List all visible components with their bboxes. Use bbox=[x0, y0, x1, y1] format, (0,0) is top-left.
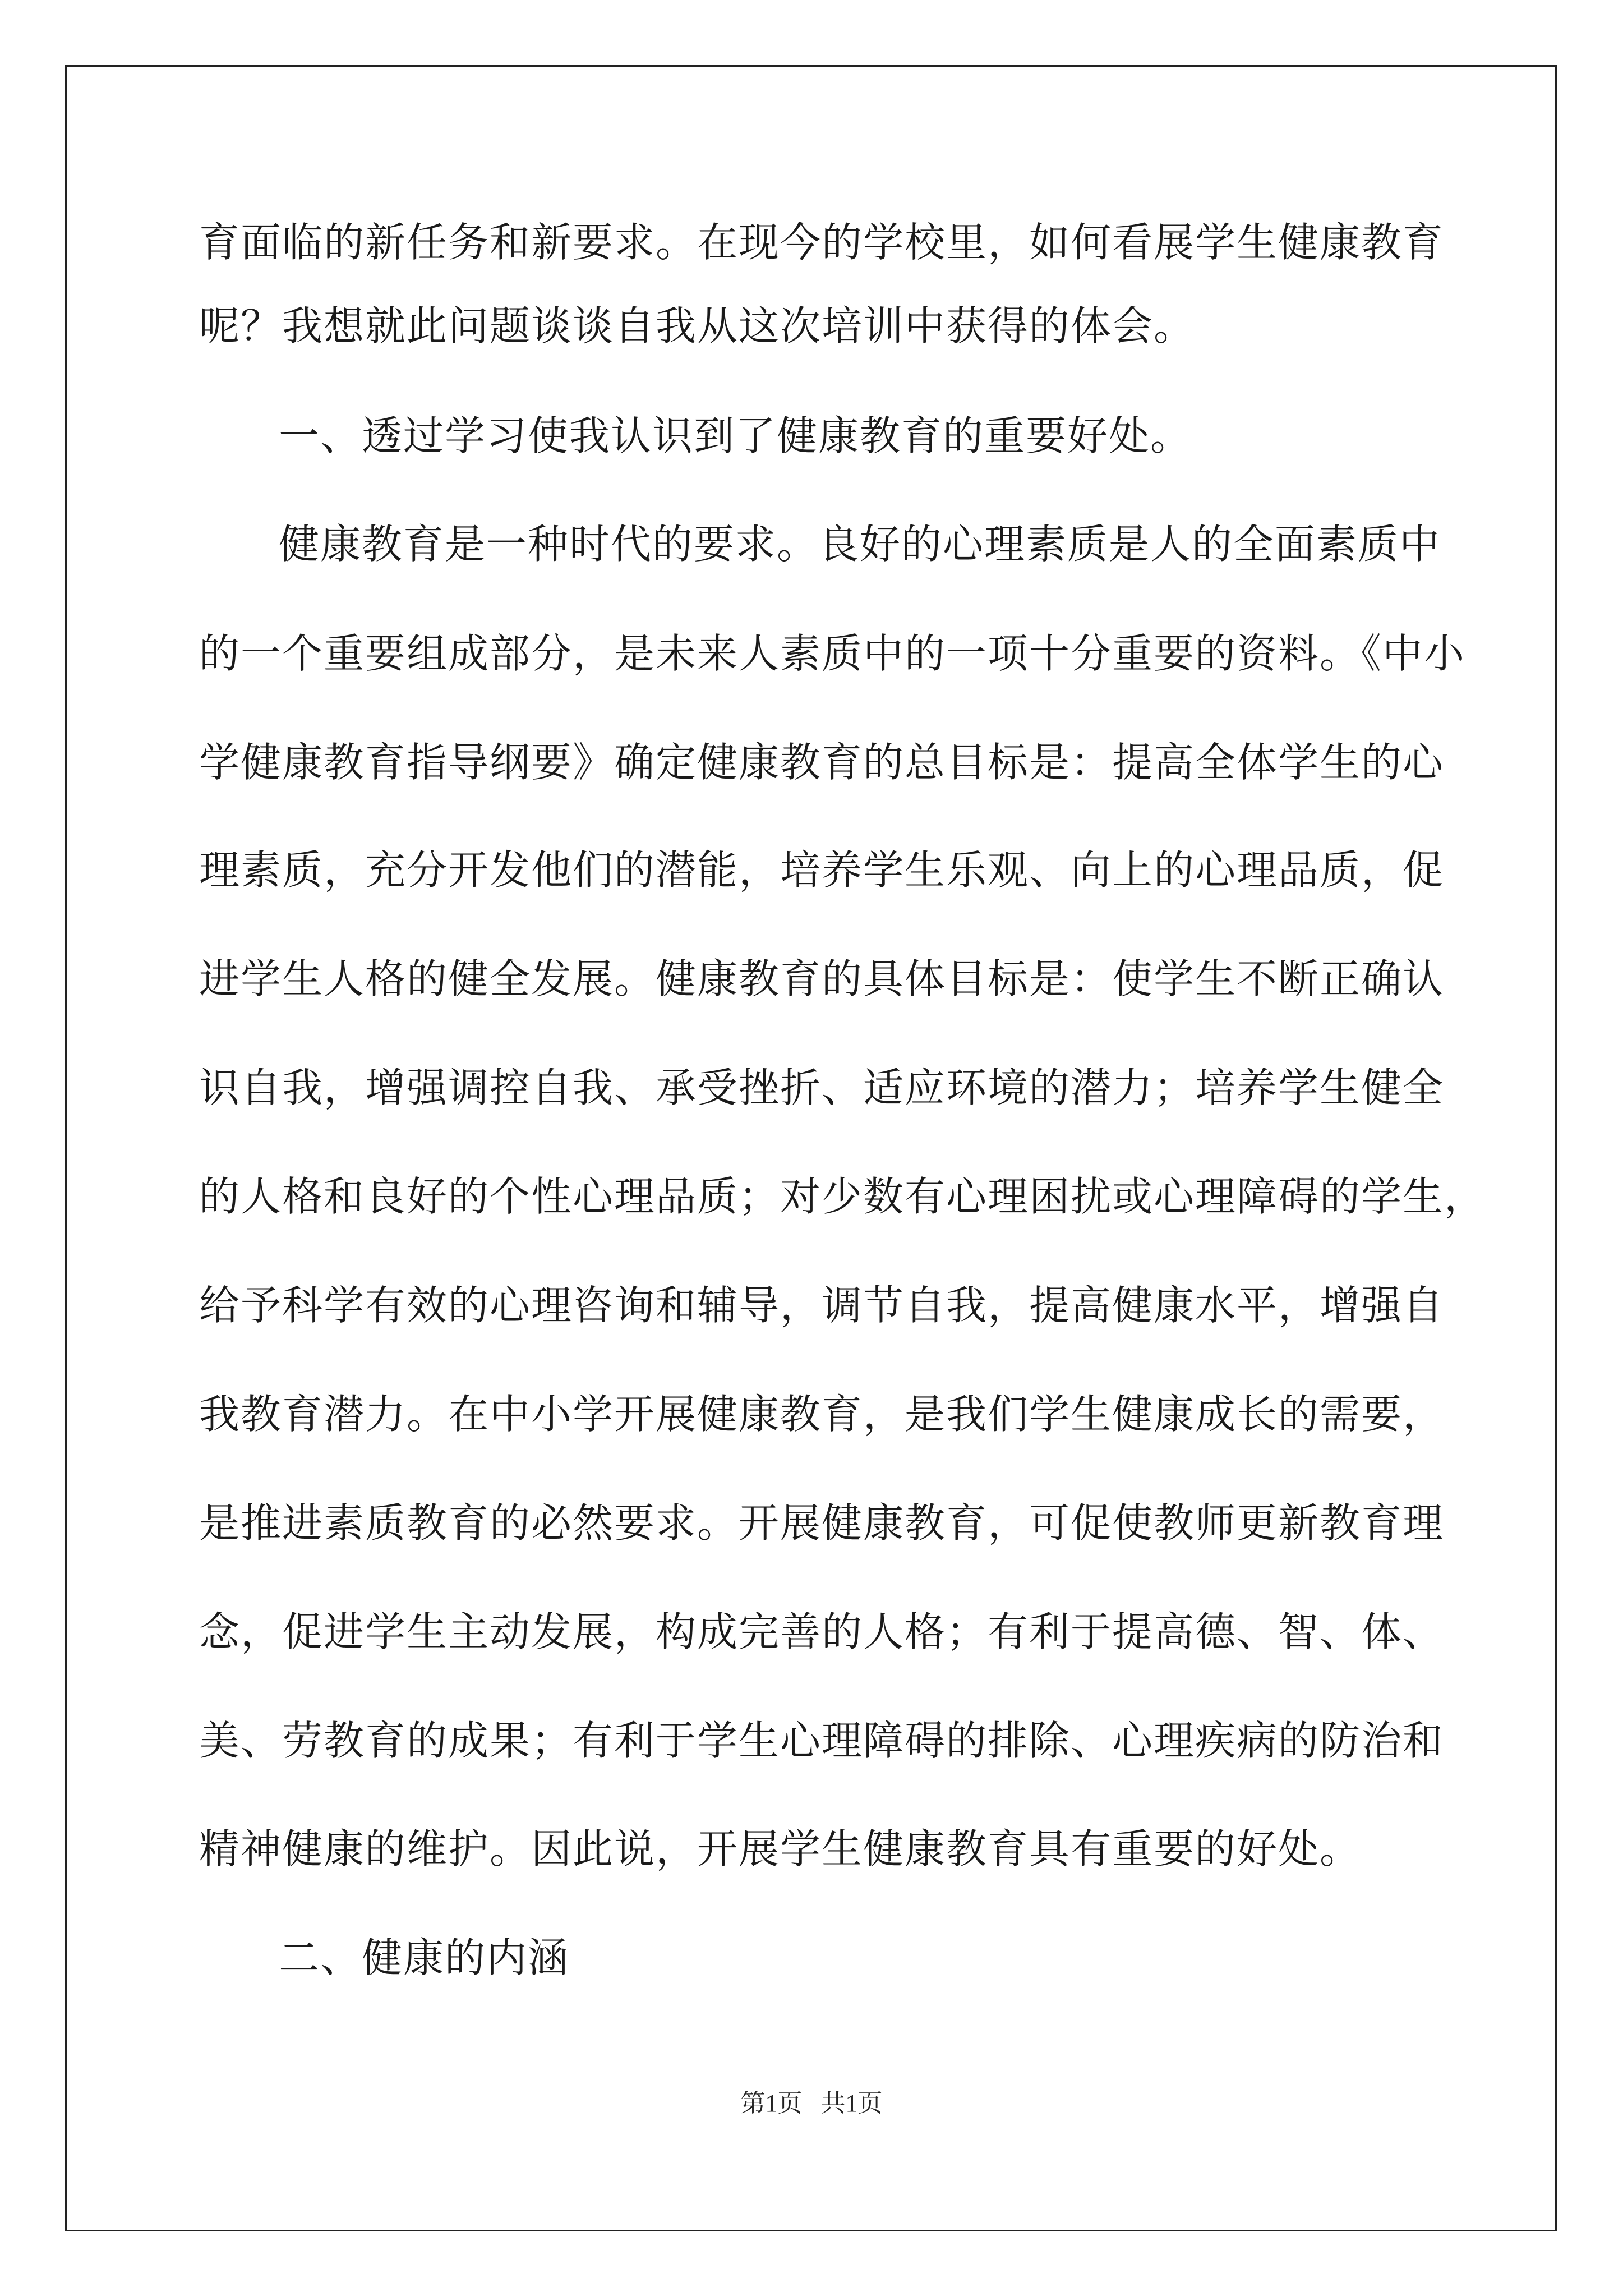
page-footer bbox=[0, 2087, 1623, 2120]
page-number-current: 第1页 bbox=[740, 2090, 803, 2117]
footer-spacer bbox=[803, 2090, 821, 2117]
text-line-15: 美、劳教育的成果；有利于学生心理障碍的排除、心理疾病的防治和 bbox=[199, 1717, 1445, 1764]
text-line-7: 理素质，充分开发他们的潜能，培养学生乐观、向上的心理品质，促 bbox=[199, 846, 1445, 894]
text-line-1: 育面临的新任务和新要求。在现今的学校里，如何看展学生健康教育 bbox=[199, 219, 1445, 266]
text-line-11: 给予科学有效的心理咨询和辅导，调节自我，提高健康水平，增强自 bbox=[199, 1282, 1445, 1329]
text-line-2: 呢？我想就此问题谈谈自我从这次培训中获得的体会。 bbox=[199, 302, 1196, 349]
section-heading-2: 二、健康的内涵 bbox=[279, 1934, 570, 1981]
text-line-5: 的一个重要组成部分，是未来人素质中的一项十分重要的资料。《中小 bbox=[199, 630, 1466, 677]
text-line-9: 识自我，增强调控自我、承受挫折、适应环境的潜力；培养学生健全 bbox=[199, 1064, 1445, 1111]
text-line-13: 是推进素质教育的必然要求。开展健康教育，可促使教师更新教育理 bbox=[199, 1499, 1445, 1547]
text-line-6: 学健康教育指导纲要》确定健康教育的总目标是：提高全体学生的心 bbox=[199, 739, 1445, 786]
text-line-4: 健康教育是一种时代的要求。良好的心理素质是人的全面素质中 bbox=[279, 521, 1441, 568]
text-line-12: 我教育潜力。在中小学开展健康教育，是我们学生健康成长的需要， bbox=[199, 1391, 1445, 1438]
text-line-16: 精神健康的维护。因此说，开展学生健康教育具有重要的好处。 bbox=[199, 1825, 1362, 1872]
page-border bbox=[65, 65, 1557, 2231]
text-line-8: 进学生人格的健全发展。健康教育的具体目标是：使学生不断正确认 bbox=[199, 955, 1445, 1002]
text-line-10: 的人格和良好的个性心理品质；对少数有心理困扰或心理障碍的学生， bbox=[199, 1173, 1486, 1220]
section-heading-1: 一、透过学习使我认识到了健康教育的重要好处。 bbox=[279, 412, 1192, 459]
text-line-14: 念，促进学生主动发展，构成完善的人格；有利于提高德、智、体、 bbox=[199, 1608, 1445, 1655]
page-number-total: 共1页 bbox=[820, 2090, 883, 2117]
